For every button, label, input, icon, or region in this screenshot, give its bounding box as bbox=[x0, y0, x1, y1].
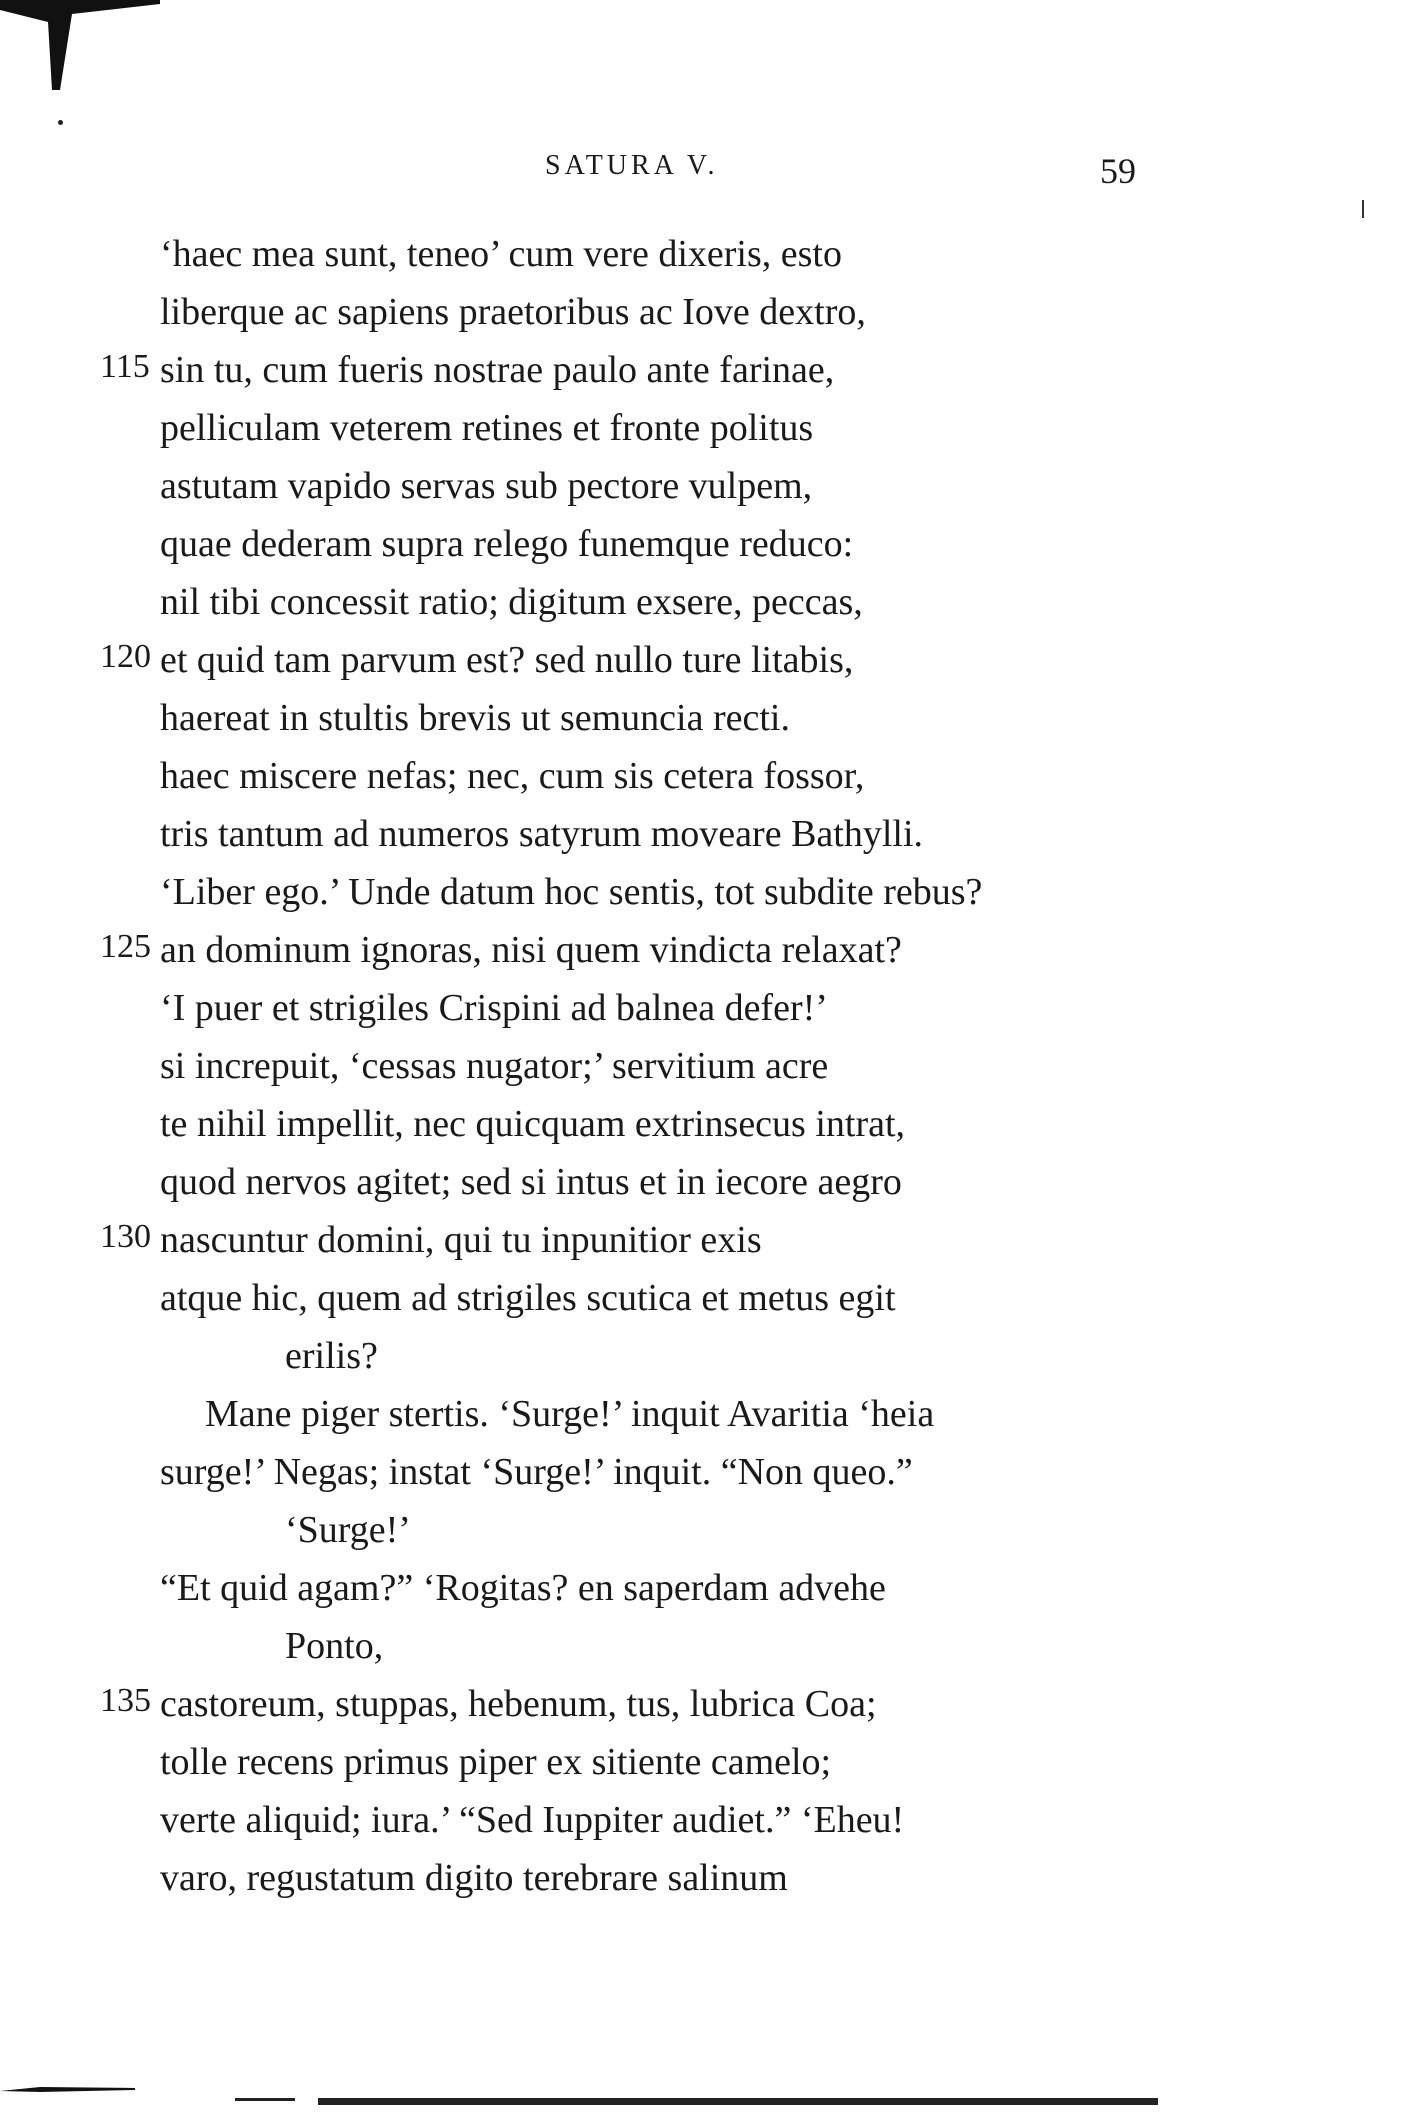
verse-text-line: ‘I puer et strigiles Crispini ad balnea defer!’ bbox=[160, 987, 828, 1029]
verse-text-line: verte aliquid; iura.’ “Sed Iuppiter audiet.” ‘Eheu! bbox=[160, 1799, 905, 1841]
verse-text-line: an dominum ignoras, nisi quem vindicta relaxat? bbox=[160, 929, 902, 971]
line-number: 125 bbox=[100, 928, 151, 965]
verse-text-line: te nihil impellit, nec quicquam extrinsecus intrat, bbox=[160, 1103, 906, 1145]
verse-text-line: ‘Liber ego.’ Unde datum hoc sentis, tot subdite rebus? bbox=[160, 871, 983, 913]
verse-text-line: astutam vapido servas sub pectore vulpem, bbox=[160, 465, 813, 507]
verse-text-line: quae dederam supra relego funemque reduco: bbox=[160, 523, 854, 565]
verse-text-line: ‘haec mea sunt, teneo’ cum vere dixeris, esto bbox=[160, 233, 842, 275]
verse-text-line: atque hic, quem ad strigiles scutica et metus egit bbox=[160, 1277, 896, 1319]
verse-text-line: nil tibi concessit ratio; digitum exsere, peccas, bbox=[160, 581, 863, 623]
verse-text-line: Mane piger stertis. ‘Surge!’ inquit Avaritia ‘heia bbox=[205, 1393, 935, 1435]
scan-edge-mark bbox=[0, 2085, 135, 2093]
page-number: 59 bbox=[1100, 151, 1136, 191]
verse-text-line: haec miscere nefas; nec, cum sis cetera fossor, bbox=[160, 755, 865, 797]
line-number: 120 bbox=[100, 638, 151, 675]
verse-text-line: erilis? bbox=[285, 1335, 378, 1377]
verse-text-line: “Et quid agam?” ‘Rogitas? en saperdam advehe bbox=[160, 1567, 886, 1609]
verse-text-line: liberque ac sapiens praetoribus ac Iove dextro, bbox=[160, 291, 866, 333]
margin-tick bbox=[1362, 200, 1364, 218]
corner-crop-mark bbox=[0, 0, 160, 95]
verse-text-line: haereat in stultis brevis ut semuncia recti. bbox=[160, 697, 790, 739]
verse-text-line: sin tu, cum fueris nostrae paulo ante farinae, bbox=[160, 349, 835, 391]
bottom-rule-short bbox=[235, 2098, 295, 2101]
verse-text-line: si increpuit, ‘cessas nugator;’ servitium acre bbox=[160, 1045, 829, 1087]
verse-text-line: quod nervos agitet; sed si intus et in iecore aegro bbox=[160, 1161, 902, 1203]
verse-text-line: varo, regustatum digito terebrare salinum bbox=[160, 1857, 788, 1899]
verse-text-line: tris tantum ad numeros satyrum moveare Bathylli. bbox=[160, 813, 924, 855]
running-title: SATURA V. bbox=[545, 150, 719, 181]
verse-text-line: surge!’ Negas; instat ‘Surge!’ inquit. “Non queo.” bbox=[160, 1451, 913, 1493]
verse-text-line: nascuntur domini, qui tu inpunitior exis bbox=[160, 1219, 762, 1261]
verse-text-line: et quid tam parvum est? sed nullo ture litabis, bbox=[160, 639, 854, 681]
verse-text-line: tolle recens primus piper ex sitiente camelo; bbox=[160, 1741, 832, 1783]
line-number: 115 bbox=[100, 348, 150, 385]
speck-mark bbox=[58, 120, 63, 125]
verse-text-line: ‘Surge!’ bbox=[285, 1509, 411, 1551]
verse-text-line: pelliculam veterem retines et fronte politus bbox=[160, 407, 814, 449]
bottom-rule bbox=[318, 2098, 1158, 2105]
line-number: 135 bbox=[100, 1682, 151, 1719]
line-number: 130 bbox=[100, 1218, 151, 1255]
verse-text-line: castoreum, stuppas, hebenum, tus, lubrica Coa; bbox=[160, 1683, 877, 1725]
verse-text-line: Ponto, bbox=[285, 1625, 384, 1667]
